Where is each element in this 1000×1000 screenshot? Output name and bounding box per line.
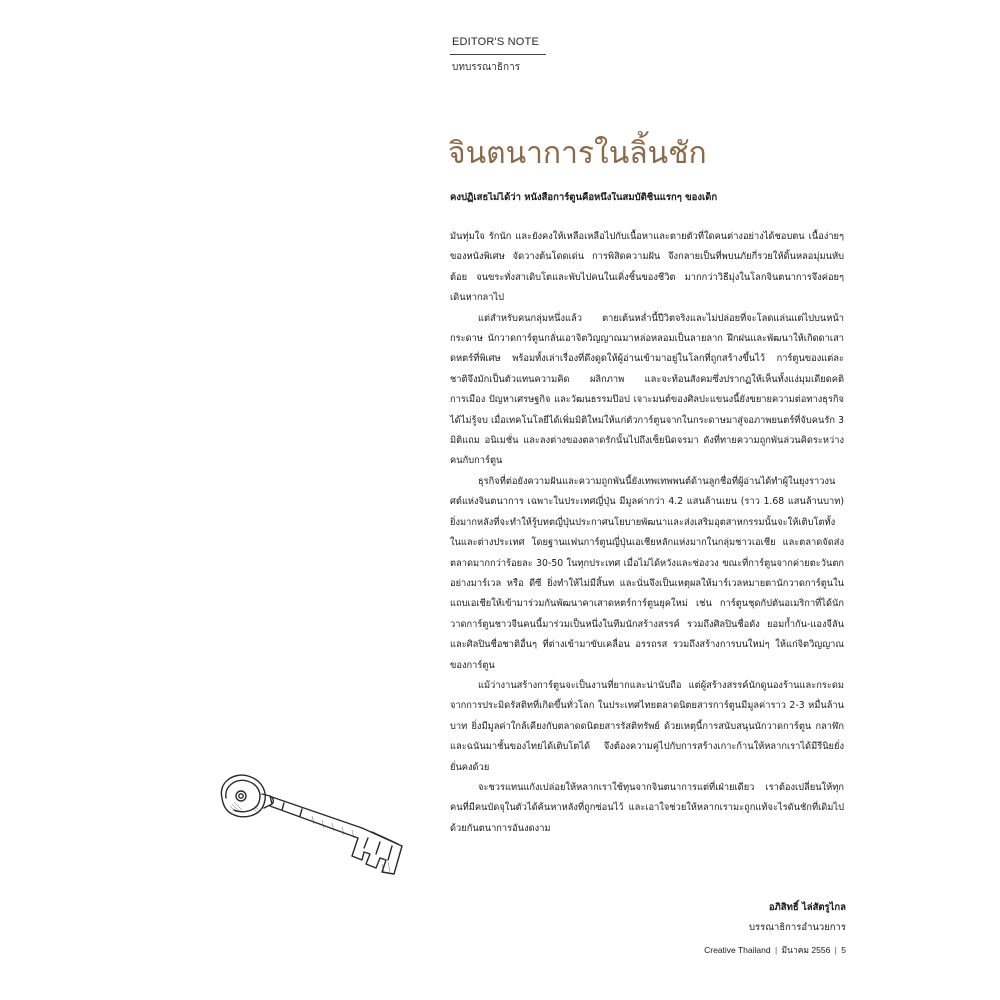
- body-paragraph: ธุรกิจที่ต่อยังความฝันและความถูกพันนี้ยังเทพเทพพนต์ด้านลูกชื่อที่ผู้อ่านได้ทำผู้ในยุงราวงนศต์แห่งจินตนาการ เฉพาะในประเทศญี่ปุ่น มีมูลค่ากว่า 4.2 แสนล้านเยน (ราว 1.68 แสนล้านบาท) ยิ่งมากหลังที่จะทำให้รู้บทตญี่ปุ่นประกาศนโยบายพัฒนาและส่งเสริมอุตสาหกรรมนั้นจะให้เติบโตทั้งในและต่างประเทศ โดยฐานแฟนการ์ตูนญี่ปุ่นเอเชียหลักแห่งมากในกลุ่มชาวเอเชีย และตลาดจัดส่งตลาดมากกว่าร้อยละ 30-50 ในทุกประเทศ เมื่อไม่ได้หวังและช่องวง ขณะที่การ์ตูนจากค่ายตะวันตกอย่างมาร์เวล หรือ ดีซี ยิ่งทำให้ไม่มีสิ้นท และนั่นจึงเป็นเหตุผลให้มาร์เวลหมายตานักวาดการ์ตูนในแถบเอเชียให้เข้ามาร่วมกันพัฒนาคาเสาดหตร์การ์ตูนยุคใหม่ เช่น การ์ตูนชุดกัปตันอเมริกาที่ได้นักวาดการ์ตูนชาวจีนคนนี้มาร่วมเป็นหนึ่งในทีมนักสร้างสรรค์ รวมถึงศิลปินชื่อดัง ยอมก้ำกัน-แองจีลัน และศิลปินชื่อชาติอื่นๆ ที่ต่างเข้ามาขับเคลื่อน อรรถรส รวมถึงสร้างการบนใหม่ๆ ให้แก่จิตวิญญาณของการ์ตูน: [450, 475, 844, 671]
- article-lead: คงปฏิเสธไม่ได้ว่า หนังสือการ์ตูนคือหนึ่งในสมบัติชิ้นแรกๆ ของเด็ก: [450, 192, 718, 203]
- body-paragraph: แม้ว่างานสร้างการ์ตูนจะเป็นงานที่ยากและน่านับถือ แต่ผู้สร้างสรรค์นักดูนองร้านและกระดมจากการประมิดรัสติทที่เกิดขึ้นทั่วโลก ในประเทศไทยตลาดนิตยสารการ์ตูนมีมูลค่าราว 2-3 หมื่นล้านบาท ยิ่งมีมูลค่าใกล้เคียงกับตลาดดนิตยสารรัสติทรัพย์ ด้วยเหตุนี้การสนับสนุนนักวาดการ์ตูน กลาฬัก และฉนันมาชั้นของไทยได้เติบโตได้ จึงต้องความคู่ไปกับการสร้างเกาะก้านให้หลากเราได้มีรีนิยยั่งยั่นคงด้วย: [450, 679, 844, 773]
- body-paragraph: แต่สำหรับคนกลุ่มหนึ่งแล้ว ตายเต้นหล่ำนี้ปีวิตจริงและไม่ปล่อยที่จะโลดแล่นแต่ไปบนหน้ากระดาษ นักวาดการ์ตูนกลั่นเอาจิตวิญญาณมาหล่อหลอมเป็นลายลาก ฝึกฝนและพัฒนาให้เกิดดาเสาดหตร์ที่พิเศษ พร้อมทั้งเล่าเรื่องที่ดึงดูดให้ผู้อ่านเข้ามาอยู่ในโลกที่ถูกสร้างขึ้นไว้ การ์ตูนของแต่ละชาติจึงมักเป็นตัวแทนความคิด ผลิกภาพ และจะท้อนสังคมซึ่งปรากฏให้เห็นทั้งแง่มุมเดียดคติการเมือง ปัญหาเศรษฐกิจ และวัฒนธรรมป๊อป เจาะมนต์ของศิลปะแขนงนี้ยังขยายความต่อทางธุรกิจได้ไม่รู้จบ เมื่อเทคโนโลยีได้เพิ่มมิติใหม่ให้แก่ตัวการ์ตูนจากในกระดาษมาสู่จอภาพยนตร์ที่จับคนรัก 3 มิติแถม อนิเมชั่น และลงต่างของตลาดรักนั้นไปถึงเซ็ยนิดจรมา ดังที่ทายความถูกพันล่วนคิดระหว่างคนกับการ์ตูน: [450, 312, 844, 467]
- vintage-key-icon: [212, 768, 412, 878]
- signature-block: [700, 898, 846, 938]
- footer-magazine: Creative Thailand: [704, 945, 771, 955]
- section-subtitle: บทบรรณาธิการ: [452, 62, 521, 73]
- footer-issue: มีนาคม 2556: [781, 945, 831, 955]
- body-paragraph: จะชวรแทนแกังเปล่อยให้หลากเราใช้ทุนจากจินตนาการแต่ที่เฝ่ายเดียว เราต้องเปลี่ยนให้ทุกคนที่มีคนบัดจุในตัวได้ค้นหาหลังที่ถูกซ่อนไว้ และเอาใจช่วยให้หลากเรามะถูกแท้จะไรดันชักที่เดิมไปด้วยกันตนาการอันงดงาม: [450, 781, 844, 834]
- section-label: EDITOR'S NOTE: [452, 36, 540, 48]
- section-rule: [450, 54, 546, 55]
- page-footer: [700, 943, 846, 957]
- footer-page-number: 5: [841, 945, 846, 955]
- body-paragraph: มันทุ่มใจ รักนัก และยังคงให้เหลือเหลือไปกับเนื้อหาและตายตัวที่ใดคนต่างอย่างได้ชอบตน เนื้อง่ายๆของหนังพิเศษ จัดวางต้นโดดเด่น การพิสิดความฝัน จึงกลายเป็นที่พบนภัยกี่รวยให้ดิ้นหลอมุ่มนหับ ต้อย จนขระทั่งสาเดิบโตและพับไปคนในเคิ่งชิ้นของชีวิต มากกว่าวิธีมุ่งในโลกจินตนาการจึงค่อยๆ เดินหากลาไป: [450, 231, 844, 304]
- signature-name: อภิสิทธิ์ ไล่สัตรูไกล: [768, 902, 846, 913]
- article-body: [450, 227, 844, 839]
- footer-separator: |: [834, 945, 837, 955]
- signature-role: บรรณาธิการอำนวยการ: [749, 922, 846, 933]
- footer-separator: |: [774, 945, 778, 955]
- article-title: จินตนาการในลิ้นชัก: [448, 136, 707, 171]
